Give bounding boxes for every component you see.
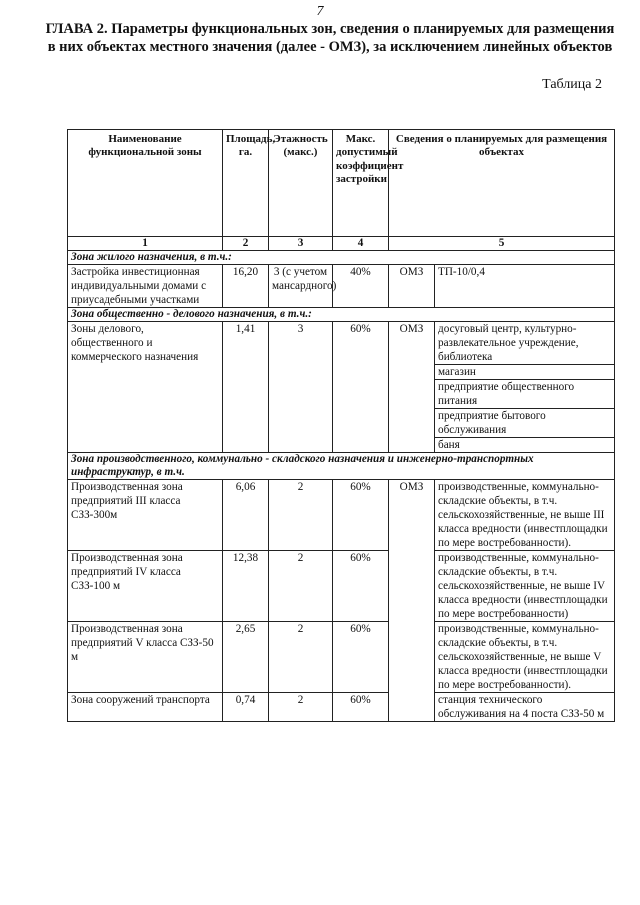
coef-cell: 60% — [333, 622, 389, 693]
floors-cell: 2 — [269, 551, 333, 622]
zone-name-cell: Производственная зона предприятий IV класса СЗЗ-100 м — [68, 551, 223, 622]
header-zone-name: Наименование функциональной зоны — [68, 130, 223, 237]
omz-cell: ОМЗ — [389, 322, 435, 453]
section-industrial — [68, 453, 615, 480]
floors-cell: 3 — [269, 322, 333, 453]
table-caption: Таблица 2 — [542, 77, 602, 92]
floors-cell: 2 — [269, 480, 333, 551]
table-row — [68, 693, 615, 722]
zones-table — [67, 129, 615, 722]
area-cell: 0,74 — [223, 693, 269, 722]
coef-cell: 60% — [333, 480, 389, 551]
header-floors: Этажность (макс.) — [269, 130, 333, 237]
coef-cell: 60% — [333, 693, 389, 722]
area-cell: 2,65 — [223, 622, 269, 693]
coef-cell: 60% — [333, 551, 389, 622]
zone-name-cell: Застройка инвестиционная индивидуальными домами с приусадебными участками — [68, 265, 223, 308]
area-cell: 16,20 — [223, 265, 269, 308]
floors-cell: 2 — [269, 622, 333, 693]
objects-cell: производственные, коммунально-складские объекты, в т.ч. сельскохозяйственные, не выше IV класса вредности (инвестплощадки по мере востребованности) — [435, 551, 615, 622]
zone-name-cell: Зоны делового, общественного и коммерческого назначения — [68, 322, 223, 453]
section-title: Зона общественно - делового назначения, в т.ч.: — [68, 308, 615, 322]
header-objects: Сведения о планируемых для размещения объектах — [389, 130, 615, 237]
omz-cell: ОМЗ — [389, 480, 435, 722]
section-title: Зона производственного, коммунально - складского назначения и инженерно-транспортных инфраструктур, в т.ч. — [68, 453, 615, 480]
column-numbers-row — [68, 237, 615, 251]
zone-name-cell: Производственная зона предприятий V класса СЗЗ-50 м — [68, 622, 223, 693]
objects-cell: досуговый центр, культурно-развлекательное учреждение, библиотека — [435, 322, 615, 365]
floors-cell: 3 (с учетом мансардного) — [269, 265, 333, 308]
objects-cell: производственные, коммунально-складские объекты, в т.ч. сельскохозяйственные, не выше V класса вредности (инвестплощадки по мере востребованности). — [435, 622, 615, 693]
chapter-heading: ГЛАВА 2. Параметры функциональных зон, сведения о планируемых для размещения в них объектах местного значения (далее - ОМЗ), за исключением линейных объектов — [45, 21, 615, 55]
coef-cell: 60% — [333, 322, 389, 453]
omz-cell: ОМЗ — [389, 265, 435, 308]
section-residential — [68, 251, 615, 265]
objects-cell: баня — [435, 438, 615, 453]
objects-cell: предприятие общественного питания — [435, 380, 615, 409]
header-row — [68, 130, 615, 237]
zone-name-cell: Производственная зона предприятий III класса СЗЗ-300м — [68, 480, 223, 551]
objects-cell: предприятие бытового обслуживания — [435, 409, 615, 438]
column-number: 1 — [68, 237, 223, 251]
column-number: 5 — [389, 237, 615, 251]
area-cell: 1,41 — [223, 322, 269, 453]
coef-cell: 40% — [333, 265, 389, 308]
floors-cell: 2 — [269, 693, 333, 722]
table-row — [68, 622, 615, 693]
area-cell: 6,06 — [223, 480, 269, 551]
column-number: 3 — [269, 237, 333, 251]
section-title: Зона жилого назначения, в т.ч.: — [68, 251, 615, 265]
page-number: 7 — [316, 4, 324, 19]
column-number: 4 — [333, 237, 389, 251]
section-business — [68, 308, 615, 322]
table-row — [68, 265, 615, 308]
zone-name-cell: Зона сооружений транспорта — [68, 693, 223, 722]
objects-cell: станция технического обслуживания на 4 поста СЗЗ-50 м — [435, 693, 615, 722]
objects-cell: ТП-10/0,4 — [435, 265, 615, 308]
header-coefficient: Макс. допустимый коэффициент застройки — [333, 130, 389, 237]
objects-cell: магазин — [435, 365, 615, 380]
table-row — [68, 551, 615, 622]
objects-cell: производственные, коммунально-складские объекты, в т.ч. сельскохозяйственные, не выше III класса вредности (инвестплощадки по мере востребованности). — [435, 480, 615, 551]
column-number: 2 — [223, 237, 269, 251]
header-area: Площадь, га. — [223, 130, 269, 237]
table-row — [68, 322, 615, 365]
table-row — [68, 480, 615, 551]
area-cell: 12,38 — [223, 551, 269, 622]
